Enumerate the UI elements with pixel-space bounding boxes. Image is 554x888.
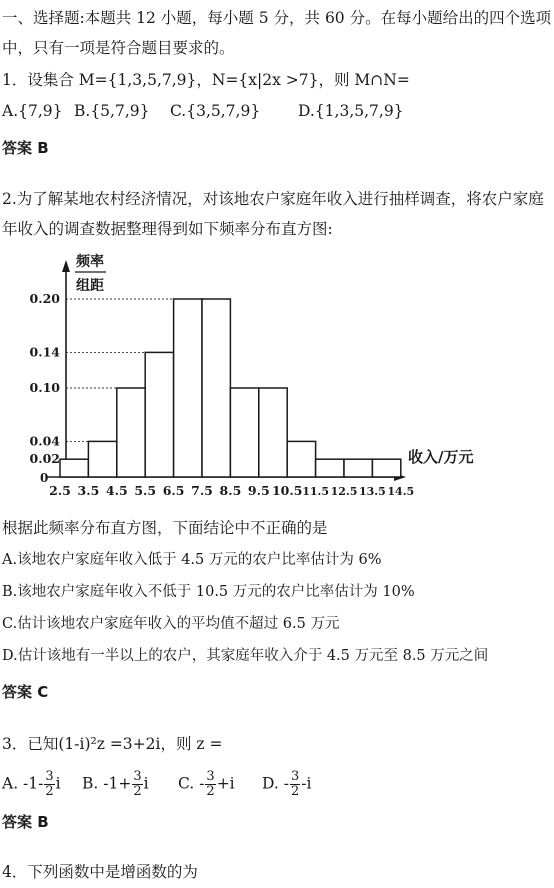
histogram-bar [372, 459, 400, 477]
q3-option-c: C. - $\frac{3}{2}$ +i [178, 769, 235, 799]
q3-option-b: B. -1+ $\frac{3}{2}$ i [82, 769, 149, 799]
histogram-bar [88, 441, 116, 477]
x-tick-label: 14.5 [387, 485, 415, 498]
q3-answer: 答案 B [2, 813, 49, 831]
histogram-bar [344, 459, 372, 477]
x-tick-label: 6.5 [162, 483, 185, 498]
y-label-top: 频率 [76, 254, 104, 270]
x-tick-label: 8.5 [219, 483, 242, 498]
histogram-bar [117, 388, 145, 477]
y-tick-label: 0.04 [29, 433, 60, 449]
q1-option-a: A.{7,9} [2, 102, 63, 120]
intro-line-2: 中，只有一项是符合题目要求的。 [2, 39, 235, 57]
y-tick-label: 0.02 [29, 451, 60, 467]
x-tick-label: 10.5 [271, 483, 303, 498]
frequency-histogram [0, 250, 554, 512]
q2-stem-1: 2.为了解某地农村经济情况，对该地农户家庭年收入进行抽样调查，将农户家庭 [2, 190, 544, 208]
q2-answer: 答案 C [2, 683, 49, 701]
x-tick-label: 5.5 [134, 483, 157, 498]
histogram-bar [174, 299, 202, 477]
q1-answer: 答案 B [2, 139, 49, 157]
histogram-bar [316, 459, 344, 477]
x-tick-label: 11.5 [302, 485, 329, 498]
histogram-bar [230, 388, 258, 477]
q2-option-d: D.估计该地有一半以上的农户，其家庭年收入介于 4.5 万元至 8.5 万元之间 [2, 648, 489, 664]
q3-stem: 3．已知(1-i)²z =3+2i，则 z = [2, 735, 223, 753]
q1-stem: 1．设集合 M={1,3,5,7,9}，N={x|2x >7}，则 M∩N= [2, 71, 410, 89]
q2-after-text: 根据此频率分布直方图，下面结论中不正确的是 [2, 519, 328, 537]
y-tick-label: 0.20 [29, 291, 60, 306]
x-tick-label: 3.5 [77, 483, 100, 498]
y-label-bottom: 组距 [76, 278, 104, 294]
q1-option-d: D.{1,3,5,7,9} [298, 102, 404, 120]
x-label: 收入/万元 [408, 448, 474, 466]
q2-option-b: B.该地农户家庭年收入不低于 10.5 万元的农户比率估计为 10% [2, 584, 415, 600]
q1-option-b: B.{5,7,9} [74, 102, 150, 120]
q3-option-a: A. -1- $\frac{3}{2}$ i [2, 769, 61, 799]
q1-option-c: C.{3,5,7,9} [170, 102, 261, 120]
y-tick-label: 0.14 [29, 344, 60, 360]
y-axis-arrow [62, 260, 70, 272]
x-tick-label: 13.5 [359, 485, 386, 498]
y-tick-label: 0.10 [29, 380, 60, 395]
origin-label: 0 [40, 471, 49, 485]
q4-stem: 4．下列函数中是增函数的为 [2, 863, 198, 881]
intro-line-1: 一、选择题:本题共 12 小题，每小题 5 分，共 60 分。在每小题给出的四个选项 [2, 9, 552, 27]
x-tick-label: 12.5 [330, 485, 358, 498]
q2-option-a: A.该地农户家庭年收入低于 4.5 万元的农户比率估计为 6% [2, 552, 382, 568]
histogram-bar [60, 459, 88, 477]
x-tick-label: 9.5 [247, 483, 270, 498]
q3-option-d: D. - $\frac{3}{2}$ -i [262, 769, 312, 799]
histogram-bar [145, 352, 173, 477]
histogram-bar [202, 299, 230, 477]
q2-stem-2: 年收入的调查数据整理得到如下频率分布直方图: [2, 220, 333, 238]
x-tick-label: 7.5 [191, 483, 213, 498]
x-tick-label: 2.5 [49, 483, 71, 498]
x-tick-label: 4.5 [105, 483, 128, 498]
histogram-bar [259, 388, 287, 477]
histogram-bar [287, 441, 315, 477]
q2-option-c: C.估计该地农户家庭年收入的平均值不超过 6.5 万元 [2, 616, 340, 632]
